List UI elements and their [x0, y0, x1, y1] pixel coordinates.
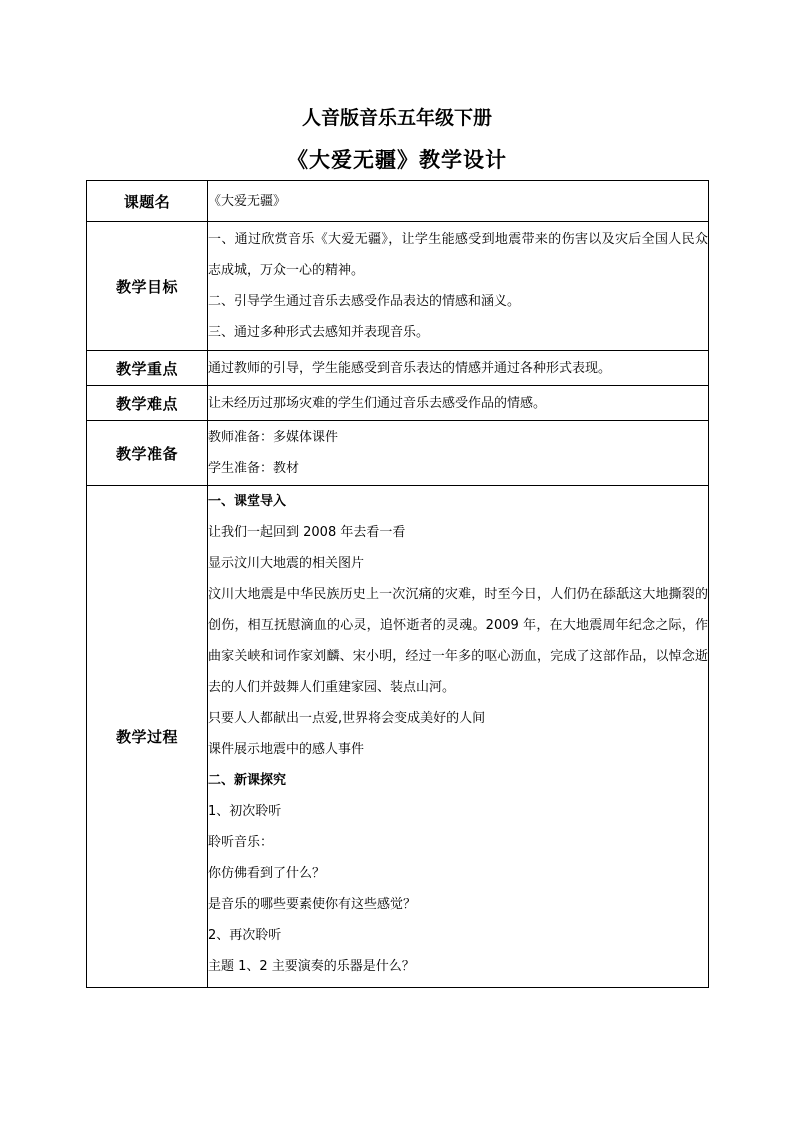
topic-label: 课题名 [87, 181, 208, 222]
preparation-value [208, 421, 709, 486]
table-row-topic [87, 181, 709, 222]
document-title: 人音版音乐五年级下册 [301, 107, 492, 129]
table-row-preparation [87, 421, 709, 486]
s1-line-4: 课件展示地震中的感人事件 [208, 742, 365, 757]
topic-value [208, 181, 709, 222]
lesson-plan-table [86, 180, 709, 988]
s2-line-1: 聆听音乐： [208, 835, 274, 850]
preparation-label: 教学准备 [87, 421, 208, 486]
key-points-label: 教学重点 [87, 351, 208, 386]
goal-item-2: 二、引导学生通过音乐去感受作品表达的情感和涵义。 [208, 294, 521, 309]
student-preparation: 学生准备：教材 [208, 461, 300, 476]
s2-question-2: 是音乐的哪些要素使你有这些感觉？ [208, 897, 417, 912]
s1-line-1: 让我们一起回到 2008 年去看一看 [208, 525, 406, 540]
goals-label: 教学目标 [87, 222, 208, 351]
goals-value [208, 222, 709, 351]
s1-line-3: 只要人人都献出一点爱,世界将会变成美好的人间 [208, 711, 486, 726]
topic-text: 《大爱无疆》 [208, 193, 287, 209]
s2-question-1: 你仿佛看到了什么？ [208, 866, 326, 881]
section1-heading: 一、课堂导入 [208, 494, 287, 509]
s2-step-2: 2、再次聆听 [208, 928, 282, 943]
goal-item-3: 三、通过多种形式去感知并表现音乐。 [208, 325, 430, 340]
table-row-key-points [87, 351, 709, 386]
table-row-process [87, 486, 709, 988]
key-points-value [208, 351, 709, 386]
teacher-preparation: 教师准备：多媒体课件 [208, 430, 339, 445]
document-subtitle: 《大爱无疆》教学设计 [287, 147, 507, 172]
difficulties-text: 让未经历过那场灾难的学生们通过音乐去感受作品的情感。 [208, 395, 547, 411]
s2-step-1: 1、初次聆听 [208, 804, 282, 819]
s1-line-2: 显示汶川大地震的相关图片 [208, 556, 365, 571]
key-points-text: 通过教师的引导，学生能感受到音乐表达的情感并通过各种形式表现。 [208, 360, 612, 376]
s2-question-3: 主题 1、2 主要演奏的乐器是什么？ [208, 959, 415, 974]
table-row-goals [87, 222, 709, 351]
table-row-difficulties [87, 386, 709, 421]
difficulties-label: 教学难点 [87, 386, 208, 421]
goal-item-1: 一、通过欣赏音乐《大爱无疆》，让学生能感受到地震带来的伤害以及灾后全国人民众志成城，万众一心的精神。 [208, 232, 708, 278]
s1-paragraph: 汶川大地震是中华民族历史上一次沉痛的灾难，时至今日，人们仍在舔舐这大地撕裂的创伤，相互抚慰滴血的心灵，追怀逝者的灵魂。2009 年，在大地震周年纪念之际，作曲家关峡和词作家刘麟、宋小明，经过一年多的呕心沥血，完成了这部作品，以悼念逝去的人们并鼓舞人们重建家园、装点山河。 [208, 587, 708, 695]
process-label: 教学过程 [87, 486, 208, 988]
section2-heading: 二、新课探究 [208, 773, 287, 788]
difficulties-value [208, 386, 709, 421]
process-value [208, 486, 709, 988]
